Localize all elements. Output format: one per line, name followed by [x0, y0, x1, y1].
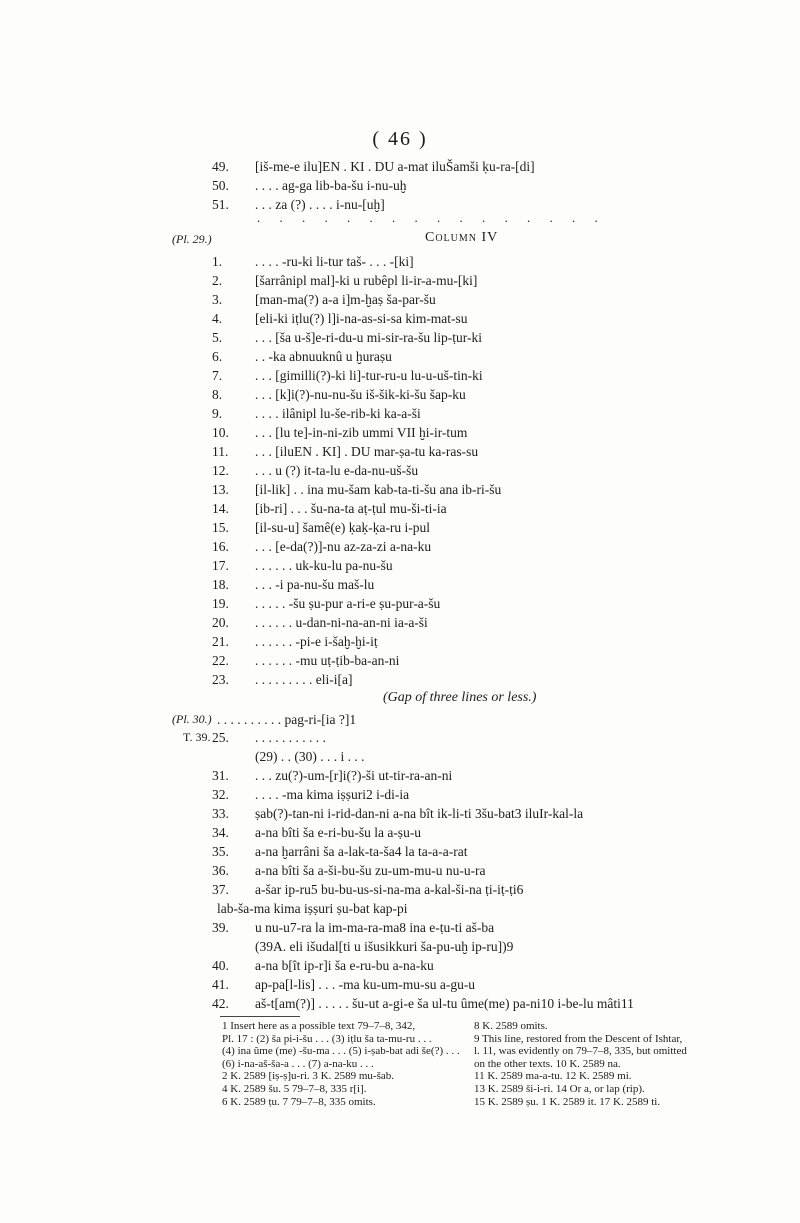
- line-text: [il-lik] . . ina mu-šam kab-ta-ti-šu ana ib-ri-šu: [255, 482, 502, 497]
- line-number: 33.: [212, 806, 229, 821]
- line-number: 10.: [212, 425, 229, 440]
- line-number: 49.: [212, 159, 229, 174]
- line-text: . . . [lu te]-in-ni-zib ummi VII ḫi-ir-tum: [255, 425, 468, 440]
- line-number: 9.: [212, 406, 223, 421]
- footnote: on the other texts. 10 K. 2589 na.: [474, 1057, 621, 1070]
- line-number: 14.: [212, 501, 229, 516]
- line-number: 4.: [212, 311, 223, 326]
- line-text: a-na ḫarrâni ša a-lak-ta-ša4 la ta-a-a-rat: [255, 844, 468, 859]
- line-number: 11.: [212, 444, 229, 459]
- line-number: 37.: [212, 882, 229, 897]
- page-number: ( 46 ): [372, 128, 428, 150]
- line-text: . . . . . . -pi-e i-šaḫ-ḫi-iṭ: [255, 634, 378, 649]
- line-text: ap-pa[l-lis] . . . -ma ku-um-mu-su a-gu-u: [255, 977, 476, 992]
- line-number: 18.: [212, 577, 229, 592]
- line-text: . . . . -ru-ki li-tur taš- . . . -[ki]: [255, 254, 414, 269]
- line-number: 15.: [212, 520, 229, 535]
- line-text: [eli-ki iṭlu(?) l]i-na-as-si-sa kim-mat-su: [255, 311, 468, 326]
- line-text: a-na bîti ša e-ri-bu-šu la a-ṣu-u: [255, 825, 422, 840]
- footnotes-right: [474, 1020, 687, 1108]
- line-text: . . . . -ma kima iṣṣuri2 i-di-ia: [255, 787, 410, 802]
- line-number: 51.: [212, 197, 229, 212]
- line-number: 7.: [212, 368, 223, 383]
- line-number: 25.: [212, 730, 229, 745]
- line-number: 5.: [212, 330, 223, 345]
- footnote: 15 K. 2589 ṣu. 1 K. 2589 it. 17 K. 2589 ti.: [474, 1095, 661, 1108]
- column-heading: Column IV: [425, 230, 499, 245]
- line-number: 41.: [212, 977, 229, 992]
- line-text: u nu-u7-ra la im-ma-ra-ma8 ina e-ṭu-ti aš-ba: [255, 920, 495, 935]
- line-number: 6.: [212, 349, 223, 364]
- footnote-rule: [220, 1016, 300, 1017]
- line-text: . . . . ag-ga lib-ba-šu i-nu-uḫ: [255, 178, 407, 193]
- footnote: (6) i-na-aš-ša-a . . . (7) a-na-ku . . .: [222, 1057, 374, 1070]
- line-text: . . . . . . -mu uṭ-ṭib-ba-an-ni: [255, 653, 400, 668]
- line-number: 42.: [212, 996, 229, 1011]
- line-text: [il-su-u] šamê(e) ḳaḳ-ḳa-ru i-pul: [255, 520, 431, 535]
- line-text: a-na bîti ša a-ši-bu-šu zu-um-mu-u nu-u-ra: [255, 863, 486, 878]
- line-text: . . . u (?) it-ta-lu e-da-nu-uš-šu: [255, 463, 419, 478]
- line-text: . . . [ša u-š]e-ri-du-u mi-sir-ra-šu lip-ṭur-ki: [255, 330, 483, 345]
- line-text: . . . . ilânipl lu-še-rib-ki ka-a-ši: [255, 406, 421, 421]
- line-number: 32.: [212, 787, 229, 802]
- line-text: . . . zu(?)-um-[r]i(?)-ši ut-tir-ra-an-ni: [255, 768, 453, 783]
- line-text: . . -ka abnuuknû u ḫuraṣu: [255, 349, 392, 364]
- line-text: [man-ma(?) a-a i]m-ḫaṣ ša-par-šu: [255, 292, 436, 307]
- line-text: . . . [gimilli(?)-ki li]-tur-ru-u lu-u-uš-tin-ki: [255, 368, 483, 383]
- line-text: [šarrânipl mal]-ki u rubêpl li-ir-a-mu-[ki]: [255, 273, 478, 288]
- line-number: 20.: [212, 615, 229, 630]
- line-number: 2.: [212, 273, 223, 288]
- plate-reference: (Pl. 30.): [172, 712, 212, 726]
- footnote: 4 K. 2589 šu. 5 79–7–8, 335 r[i].: [222, 1082, 367, 1095]
- line-text: a-na b[ît ip-r]i ša e-ru-bu a-na-ku: [255, 958, 434, 973]
- line-number: 13.: [212, 482, 229, 497]
- line-text: a-šar ip-ru5 bu-bu-us-si-na-ma a-kal-ši-na ṭi-iṭ-ṭi6: [255, 882, 524, 897]
- line-number: 50.: [212, 178, 229, 193]
- footnote: 2 K. 2589 [iṣ-ṣ]u-ri. 3 K. 2589 mu-šab.: [222, 1070, 395, 1083]
- line-text: . . . . . . . . . . pag-ri-[ia ?]1: [217, 712, 357, 727]
- line-text: aš-t[am(?)] . . . . . šu-ut a-gi-e ša ul-tu ûme(me) pa-ni10 i-be-lu mâti11: [255, 996, 634, 1011]
- gap-note: (Gap of three lines or less.): [383, 690, 537, 705]
- footnote: Pl. 17 : (2) ša pi-i-šu . . . (3) iṭlu ša ta-mu-ru . . .: [222, 1032, 432, 1045]
- line-number: 19.: [212, 596, 229, 611]
- line-text: . . . [iluEN . KI] . DU mar-ṣa-tu ka-ras-su: [255, 444, 479, 459]
- footnote: 8 K. 2589 omits.: [474, 1020, 548, 1032]
- tablet-reference: T. 39.: [183, 730, 211, 744]
- plate-reference: (Pl. 29.): [172, 232, 212, 246]
- line-text: . . . . . . . . . eli-i[a]: [255, 672, 353, 687]
- footnote: l. 11, was evidently on 79–7–8, 335, but omitted: [474, 1045, 687, 1058]
- line-number: 1.: [212, 254, 223, 269]
- line-text: lab-ša-ma kima iṣṣuri ṣu-bat kap-pi: [217, 901, 408, 916]
- line-text: . . . . . -šu ṣu-pur a-ri-e ṣu-pur-a-šu: [255, 596, 441, 611]
- line-text: . . . . . . uk-ku-lu pa-nu-šu: [255, 558, 393, 573]
- line-number: 12.: [212, 463, 229, 478]
- line-text: . . . [k]i(?)-nu-nu-šu iš-šik-ki-šu šap-ku: [255, 387, 466, 402]
- footnote: 9 This line, restored from the Descent of Ishtar,: [474, 1032, 683, 1045]
- line-number: 3.: [212, 292, 223, 307]
- line-number: 17.: [212, 558, 229, 573]
- line-number: 35.: [212, 844, 229, 859]
- line-number: 36.: [212, 863, 229, 878]
- footnotes-left: [222, 1020, 460, 1108]
- line-text: . . . -i pa-nu-šu maš-lu: [255, 577, 375, 592]
- line-text: . . . za (?) . . . . i-nu-[uḫ]: [255, 197, 385, 212]
- line-text: (39A. eli išudal[ti u išusikkuri ša-pu-uḫ ip-ru])9: [255, 939, 514, 954]
- line-text: . . . [e-da(?)]-nu az-za-zi a-na-ku: [255, 539, 432, 554]
- footnote: (4) ina ûme (me) -šu-ma . . . (5) i-ṣab-bat adi še(?) . . .: [222, 1045, 460, 1058]
- line-text: [iš-me-e ilu]EN . KI . DU a-mat iluŠamši ḳu-ra-[di]: [255, 159, 535, 174]
- footnote: 1 Insert here as a possible text 79–7–8, 342,: [222, 1020, 416, 1032]
- line-text: ṣab(?)-tan-ni i-rid-dan-ni a-na bît ik-li-ti 3šu-bat3 iluIr-kal-la: [255, 806, 584, 821]
- line-number: 34.: [212, 825, 229, 840]
- line-number: 22.: [212, 653, 229, 668]
- footnote: 13 K. 2589 ši-i-ri. 14 Or a, or lap (rip).: [474, 1082, 645, 1095]
- line-text: . . . . . . u-dan-ni-na-an-ni ia-a-ši: [255, 615, 428, 630]
- dots-row: . . . . . . . . . . . . . . . .: [257, 210, 606, 225]
- line-number: 39.: [212, 920, 229, 935]
- line-number: 40.: [212, 958, 229, 973]
- footnote: 11 K. 2589 ma-a-tu. 12 K. 2589 mi.: [474, 1070, 632, 1083]
- line-text: (29) . . (30) . . . i . . .: [255, 749, 365, 764]
- line-text: [ib-ri] . . . šu-na-ta aṭ-ṭul mu-ši-ti-ia: [255, 501, 447, 516]
- line-number: 8.: [212, 387, 223, 402]
- line-number: 21.: [212, 634, 229, 649]
- footnote: 6 K. 2589 ṭu. 7 79–7–8, 335 omits.: [222, 1095, 376, 1108]
- line-number: 31.: [212, 768, 229, 783]
- line-number: 16.: [212, 539, 229, 554]
- line-number: 23.: [212, 672, 229, 687]
- line-text: . . . . . . . . . . .: [255, 730, 326, 745]
